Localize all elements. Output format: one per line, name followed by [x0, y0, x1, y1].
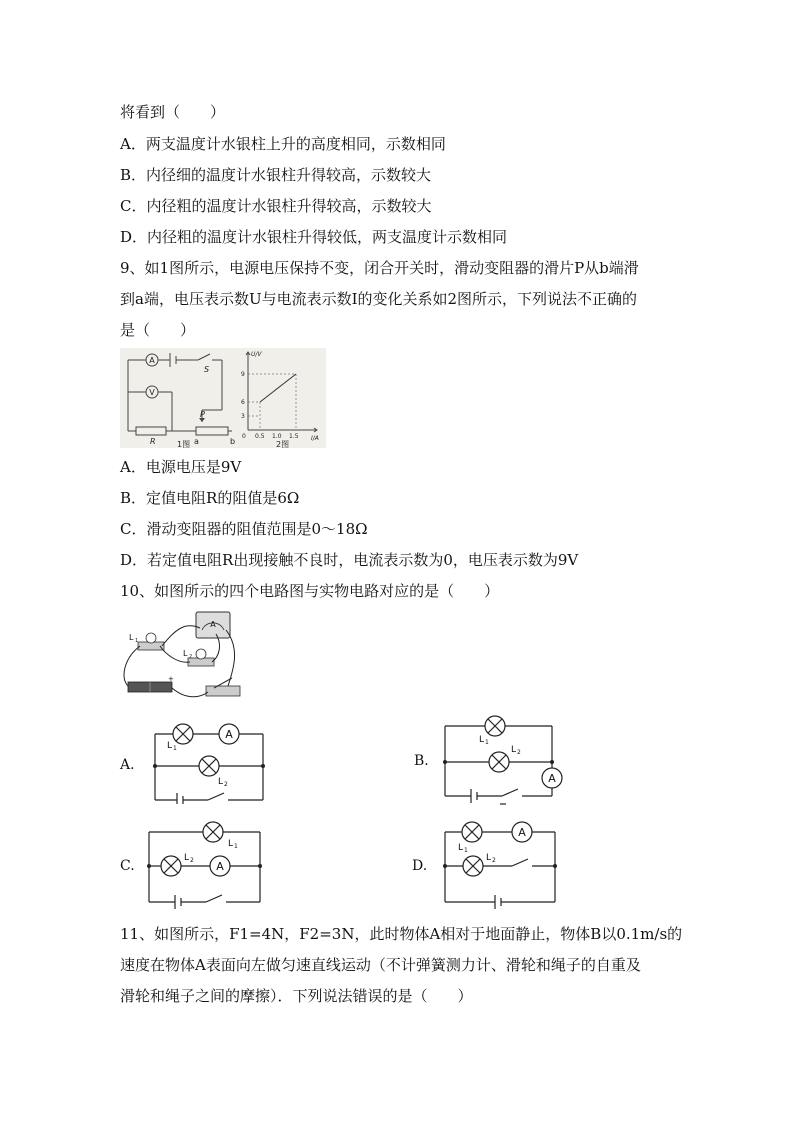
q11-stem-line-1: 11、如图所示，F1=4N，F2=3N，此时物体A相对于地面静止，物体B以0.1m/s的	[120, 925, 683, 943]
q10-b-l1-bulb-icon	[485, 716, 505, 736]
svg-text:L: L	[218, 777, 224, 787]
svg-text:A: A	[518, 826, 526, 839]
q10-option-d-label: D.	[412, 858, 428, 874]
svg-text:1: 1	[173, 745, 177, 752]
svg-text:L: L	[511, 745, 517, 755]
q10-option-a-label: A.	[120, 757, 135, 773]
q9-y-axis-label: U/V	[251, 351, 262, 358]
q10-a-ammeter-icon	[219, 724, 239, 744]
q9-x-tick-0-5: 0.5	[255, 433, 265, 440]
svg-text:1: 1	[464, 847, 468, 854]
q9-fig2-caption: 2图	[276, 440, 290, 448]
q9-stem-line-1: 9、如1图所示，电源电压保持不变，闭合开关时，滑动变阻器的滑片P从b端滑	[120, 259, 639, 277]
q9-y-tick-3: 3	[241, 413, 245, 420]
svg-text:1: 1	[234, 843, 238, 850]
q10-d-ammeter-icon	[512, 822, 532, 842]
q10-c-l2-bulb-icon	[161, 856, 181, 876]
svg-text:2: 2	[517, 749, 521, 756]
q9-slider-label: P	[200, 410, 205, 419]
q9-option-a: A．电源电压是9V	[120, 458, 242, 476]
q10-d-l1-bulb-icon	[462, 822, 482, 842]
q10-option-c-diagram	[144, 818, 268, 910]
svg-text:L: L	[228, 839, 234, 849]
q10-option-c-label: C.	[120, 858, 135, 874]
svg-text:A: A	[216, 860, 224, 873]
q8-stem-tail: 将看到（ ）	[120, 103, 226, 121]
q9-switch-label: S	[204, 365, 210, 374]
q10-photo-l1-label: L	[129, 633, 134, 642]
svg-text:+: +	[168, 675, 174, 683]
q10-photo-meter-label: A	[210, 620, 216, 629]
q9-end-b-label: b	[230, 437, 236, 446]
svg-text:L: L	[184, 853, 190, 863]
q9-end-a-label: a	[194, 437, 199, 446]
svg-text:1: 1	[485, 739, 489, 746]
svg-text:2: 2	[492, 857, 496, 864]
q9-stem-line-2: 到a端，电压表示数U与电流表示数I的变化关系如2图所示，下列说法不正确的	[120, 290, 638, 308]
svg-text:A: A	[548, 772, 556, 785]
q9-ammeter-icon	[146, 354, 158, 366]
q10-a-l1-bulb-icon	[173, 724, 193, 744]
q10-a-l2-bulb-icon	[199, 756, 219, 776]
q9-option-d: D．若定值电阻R出现接触不良时，电流表示数为0，电压表示数为9V	[120, 551, 579, 569]
svg-text:2: 2	[190, 857, 194, 864]
q9-stem-line-3: 是（ ）	[120, 321, 196, 339]
q10-c-l1-bulb-icon	[203, 822, 223, 842]
q9-fig1-caption: 1图	[177, 440, 191, 448]
q9-rheostat-icon	[196, 427, 228, 435]
q11-stem-line-2: 速度在物体A表面向左做匀速直线运动（不计弹簧测力计、滑轮和绳子的自重及	[120, 956, 641, 974]
svg-text:L: L	[479, 735, 485, 745]
q10-option-b-diagram	[440, 712, 570, 806]
svg-text:L: L	[167, 741, 173, 751]
svg-text:1: 1	[135, 638, 139, 644]
q10-option-a-diagram	[150, 718, 270, 804]
q9-x-tick-1-5: 1.5	[289, 433, 299, 440]
svg-text:A: A	[149, 356, 155, 365]
q8-option-c: C．内径粗的温度计水银柱升得较高，示数较大	[120, 197, 432, 215]
q9-figure	[120, 348, 326, 448]
q9-option-c: C．滑动变阻器的阻值范围是0～18Ω	[120, 520, 368, 538]
q10-option-d-diagram	[440, 818, 564, 912]
q8-option-d: D．内径粗的温度计水银柱升得较低，两支温度计示数相同	[120, 228, 508, 246]
q8-option-a: A．两支温度计水银柱上升的高度相同，示数相同	[120, 135, 446, 153]
q9-resistor-icon	[136, 427, 166, 435]
q10-b-ammeter-icon	[542, 768, 562, 788]
q9-x-axis-label: I/A	[311, 435, 319, 442]
svg-text:L: L	[458, 843, 464, 853]
q10-photo-l2-label: L	[183, 649, 188, 658]
q9-option-b: B．定值电阻R的阻值是6Ω	[120, 489, 300, 507]
q11-stem-line-3: 滑轮和绳子之间的摩擦）．下列说法错误的是（ ）	[120, 987, 473, 1005]
q10-option-b-label: B.	[414, 753, 429, 769]
q10-physical-circuit-photo	[116, 608, 246, 708]
q10-c-ammeter-icon	[210, 856, 230, 876]
svg-text:2: 2	[224, 781, 228, 788]
q9-origin-label: 0	[242, 433, 246, 440]
q9-y-tick-9: 9	[241, 371, 245, 378]
q10-stem: 10、如图所示的四个电路图与实物电路对应的是（ ）	[120, 582, 500, 600]
q10-d-l2-bulb-icon	[463, 856, 483, 876]
q9-resistor-label: R	[150, 437, 156, 446]
q9-voltmeter-icon	[146, 386, 158, 398]
svg-text:A: A	[225, 728, 233, 741]
q8-option-b: B．内径细的温度计水银柱升得较高，示数较大	[120, 166, 432, 184]
q9-x-tick-1-0: 1.0	[272, 433, 282, 440]
q9-y-tick-6: 6	[241, 399, 245, 406]
svg-text:2: 2	[189, 654, 193, 660]
svg-text:V: V	[149, 388, 155, 397]
q10-b-l2-bulb-icon	[489, 752, 509, 772]
svg-text:L: L	[486, 853, 492, 863]
